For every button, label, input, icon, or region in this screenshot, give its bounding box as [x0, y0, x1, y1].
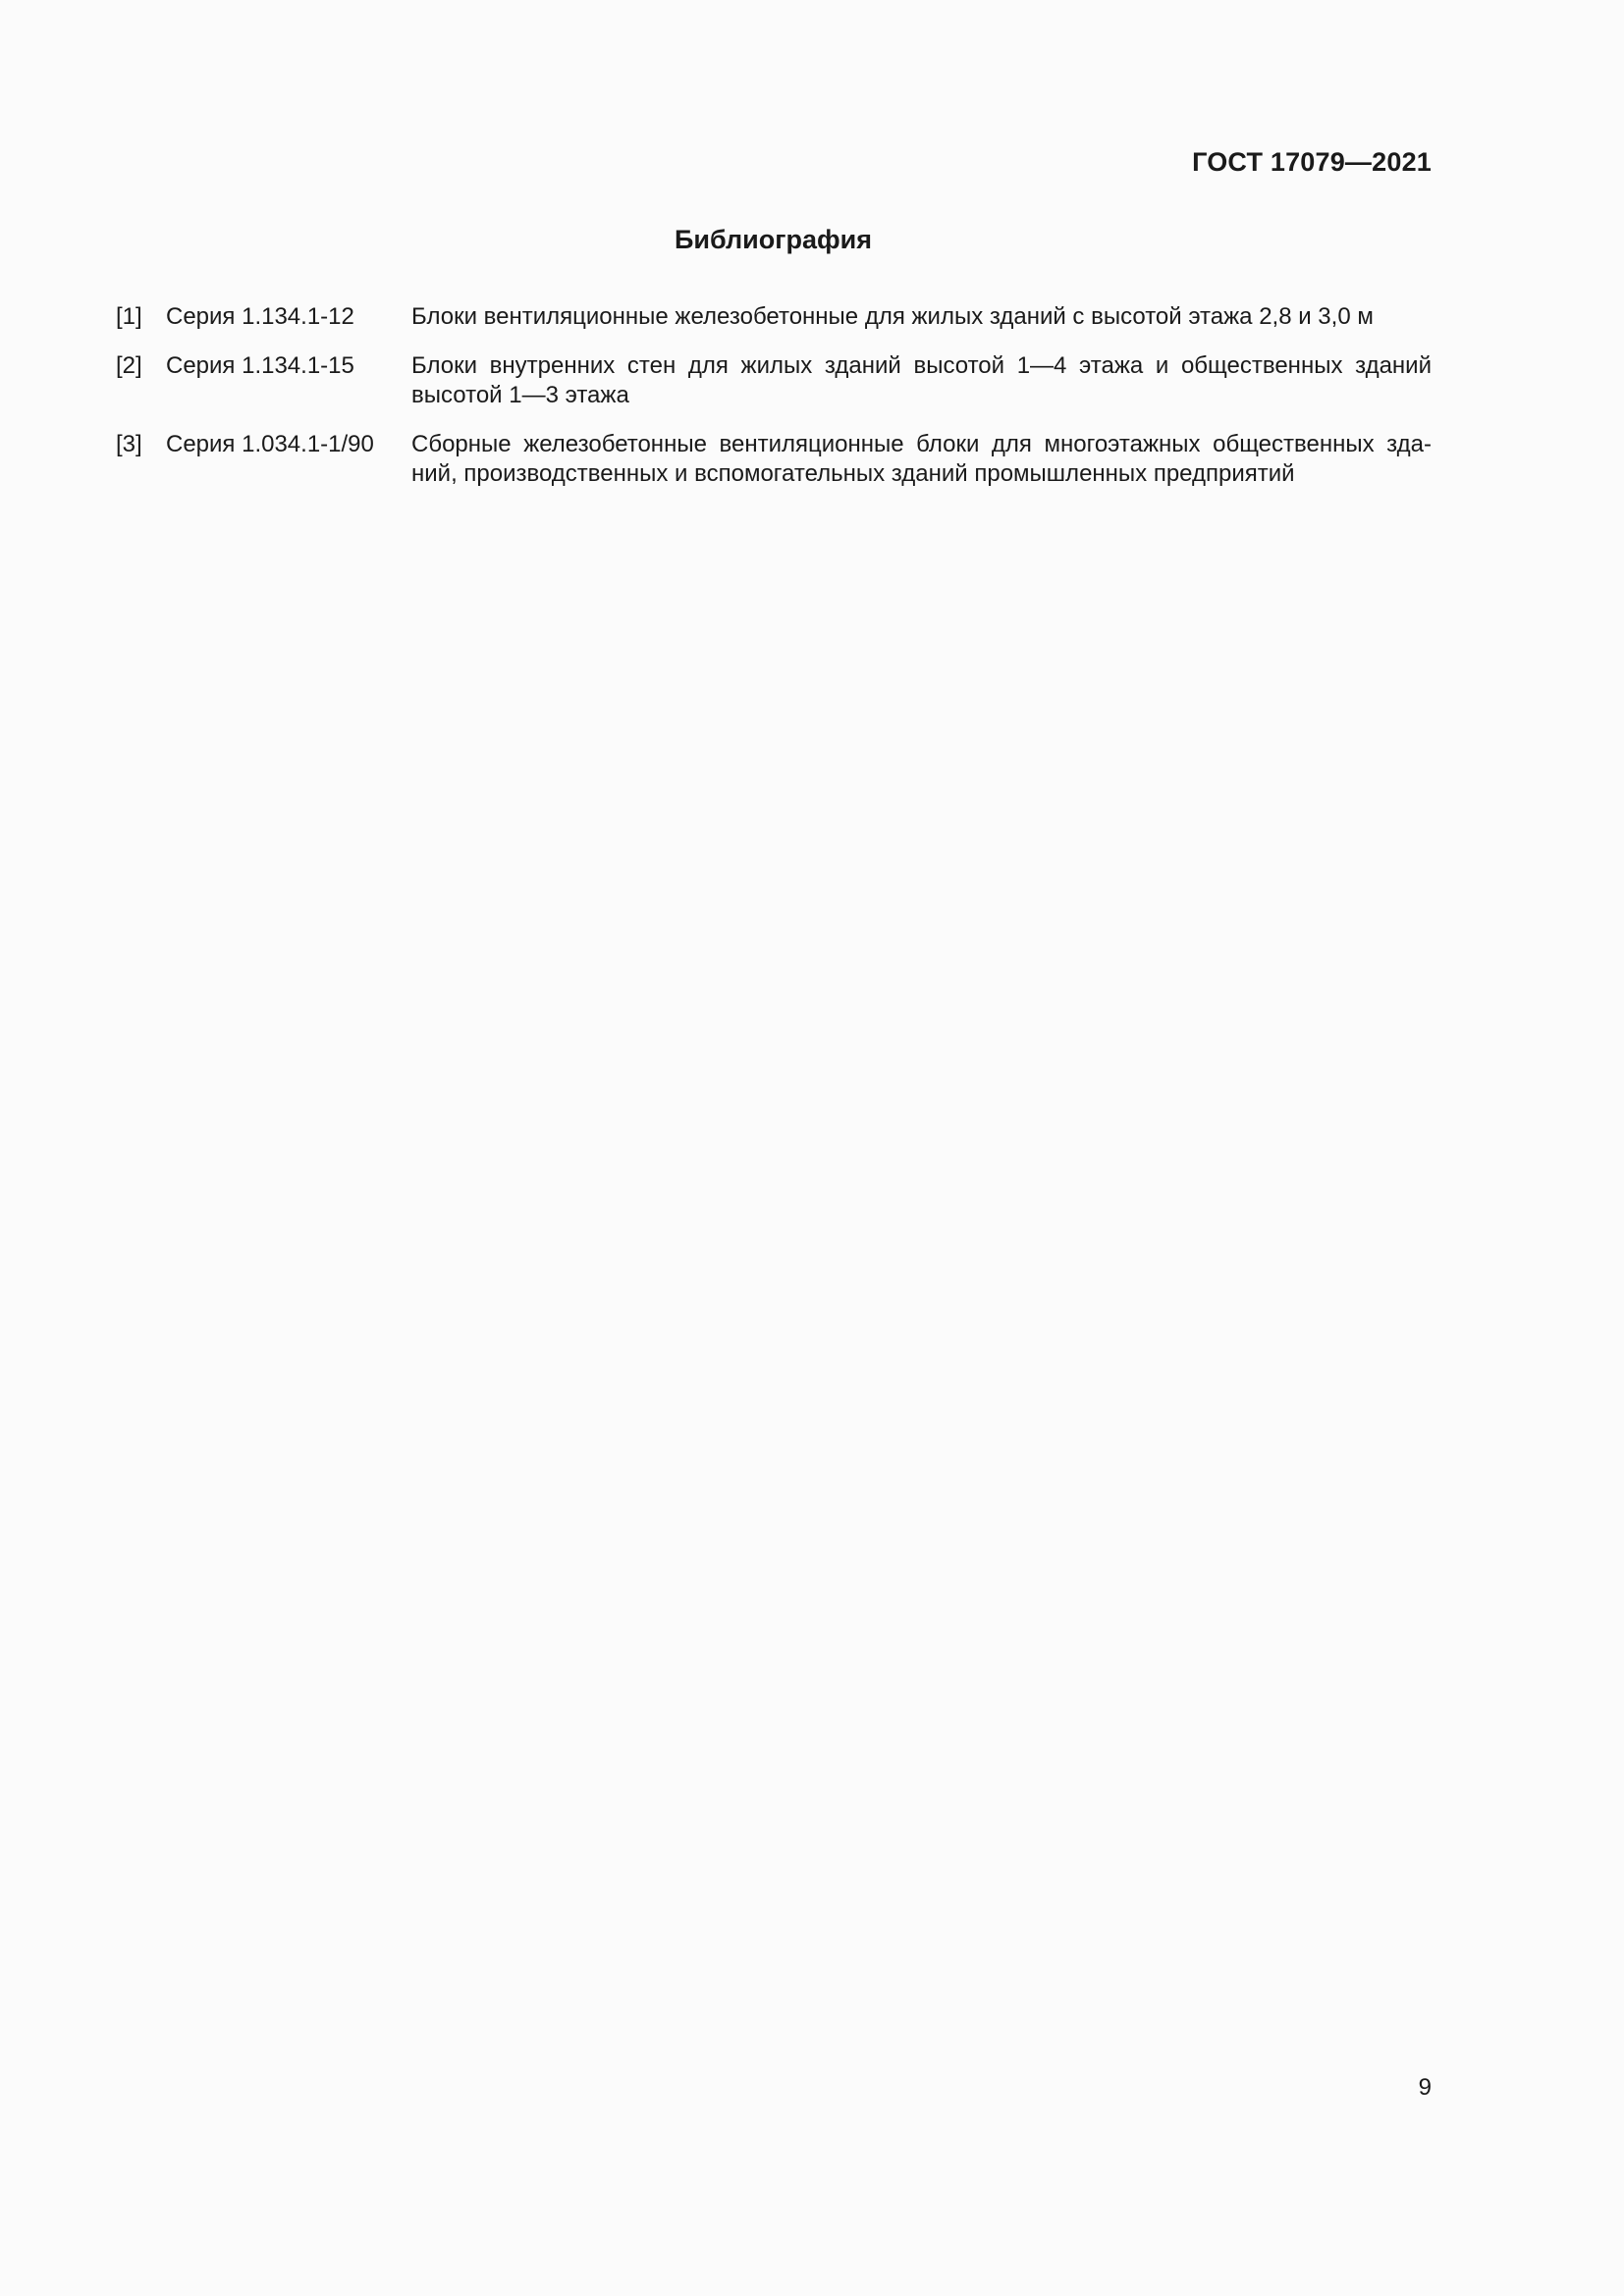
entry-series: Серия 1.134.1-15: [166, 352, 354, 379]
entry-title-line: ний, производственных и вспомогательных зданий промышленных предприятий: [411, 460, 1295, 487]
entry-title-line: Блоки вентиляционные железобетонные для жилых зданий с высотой этажа 2,8 и 3,0 м: [411, 303, 1374, 330]
entry-title-line: высотой 1—3 этажа: [411, 382, 629, 408]
entry-number: [3]: [116, 431, 142, 457]
entry-title: [411, 302, 1432, 332]
entry-series: Серия 1.134.1-12: [166, 303, 354, 330]
bibliography-entry: [116, 302, 1432, 332]
document-code: ГОСТ 17079—2021: [1192, 147, 1432, 177]
bibliography-entry: [116, 351, 1432, 410]
entry-title: [411, 351, 1432, 410]
entry-title-line: Сборные железобетонные вентиляционные блоки для многоэтажных общественных зда-: [411, 431, 1432, 457]
entry-title: [411, 430, 1432, 489]
entry-number: [1]: [116, 303, 142, 330]
page-number: 9: [1418, 2074, 1432, 2101]
entry-number: [2]: [116, 352, 142, 379]
entry-title-line: Блоки внутренних стен для жилых зданий высотой 1—4 этажа и общественных зданий: [411, 352, 1432, 379]
bibliography-entry: [116, 430, 1432, 489]
bibliography-list: [116, 302, 1432, 508]
entry-series: Серия 1.034.1-1/90: [166, 431, 374, 457]
section-title: Библиография: [675, 225, 872, 254]
